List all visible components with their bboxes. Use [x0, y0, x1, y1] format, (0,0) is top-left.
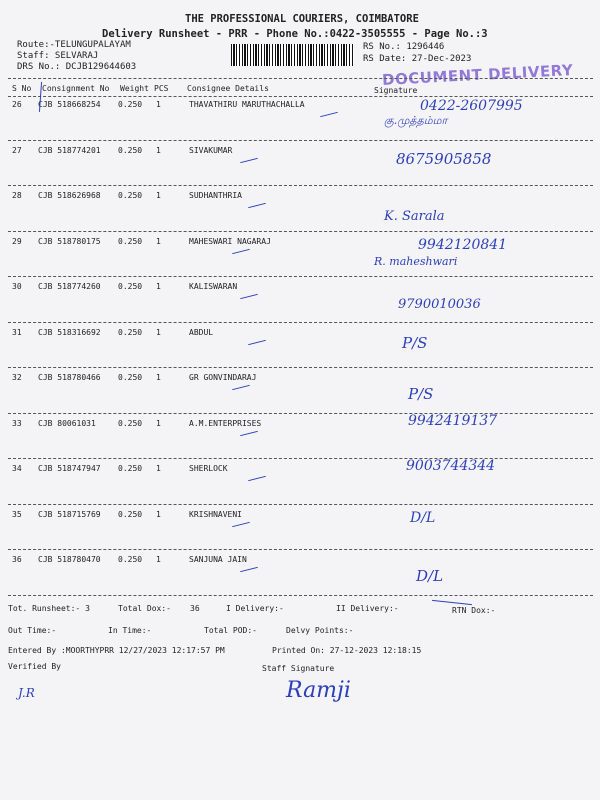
row-weight: 0.250	[118, 191, 143, 200]
row-consignment: CJB 518774260	[38, 282, 101, 291]
row-signature: D/L	[410, 509, 436, 526]
row-divider	[8, 549, 593, 550]
row-divider	[8, 413, 593, 414]
row-pcs: 1	[156, 327, 161, 337]
row-sno: 30	[12, 282, 22, 291]
col-consignment: Consignment No	[42, 84, 110, 93]
row-signature: 0422-2607995	[420, 98, 523, 114]
row-signature: P/S	[408, 385, 434, 403]
row-weight: 0.250	[118, 373, 143, 382]
row-consignment: CJB 518668254	[38, 100, 101, 109]
row-sno: 33	[12, 418, 22, 428]
row-sno: 34	[12, 464, 22, 473]
row-weight: 0.250	[118, 282, 143, 291]
row-pcs: 1	[156, 145, 161, 155]
row-divider	[8, 231, 593, 232]
row-tick-mark	[232, 248, 250, 253]
total-dox-value: 36	[190, 604, 200, 613]
row-tick-mark	[240, 157, 258, 162]
row-consignee: KALISWARAN	[189, 282, 238, 291]
row-tick-mark	[240, 430, 258, 435]
row-consignee: THAVATHIRU MARUTHACHALLA	[189, 100, 305, 109]
rs-date: RS Date: 27-Dec-2023	[363, 54, 472, 64]
row-divider	[8, 367, 593, 368]
staff-signature-mark: Ramji	[286, 678, 351, 703]
row-tick-mark	[320, 112, 338, 117]
col-weight: Weight	[120, 84, 149, 93]
row-divider	[8, 276, 593, 277]
row-weight: 0.250	[118, 509, 143, 519]
runsheet-subtitle: Delivery Runsheet - PRR - Phone No.:0422-3505555 - Page No.:3	[102, 28, 488, 40]
row-signature: 9942120841	[418, 236, 508, 253]
row-consignee: A.M.ENTERPRISES	[189, 418, 262, 428]
verified-by-label: Verified By	[8, 662, 61, 671]
row-sno: 36	[12, 555, 22, 564]
row-consignment: CJB 518780470	[38, 555, 101, 564]
col-pcs: PCS	[154, 84, 169, 93]
row-signature: P/S	[402, 333, 428, 352]
row-divider	[8, 458, 593, 459]
ii-delivery-label: II Delivery:-	[336, 604, 399, 613]
col-sno: S No	[12, 84, 32, 93]
row-tick-mark	[248, 339, 266, 344]
row-signature: 8675905858	[396, 149, 492, 168]
row-consignee: SHERLOCK	[189, 464, 228, 473]
staff-label: Staff: SELVARAJ	[17, 51, 99, 61]
row-weight: 0.250	[118, 464, 143, 473]
row-pcs: 1	[156, 555, 161, 564]
row-sno: 32	[12, 373, 22, 382]
row-consignment: CJB 518780175	[38, 236, 101, 246]
row-sno: 31	[12, 327, 22, 337]
row-sno: 26	[12, 100, 22, 109]
col-consignee: Consignee Details	[187, 84, 269, 93]
delvy-points-label: Delvy Points:-	[286, 626, 354, 635]
header-divider-bottom	[8, 96, 593, 97]
row-signature: D/L	[416, 567, 444, 585]
row-consignee: SUDHANTHRIA	[189, 191, 242, 200]
row-divider	[8, 504, 593, 505]
rs-number: RS No.: 1296446	[363, 42, 445, 52]
row-weight: 0.250	[118, 100, 143, 109]
row-sno: 28	[12, 191, 22, 200]
printed-on: Printed On: 27-12-2023 12:18:15	[272, 646, 422, 655]
row-signature: 9790010036	[398, 297, 481, 312]
verified-initials: J.R	[18, 686, 35, 700]
row-consignment: CJB 80061031	[38, 418, 96, 428]
row-weight: 0.250	[118, 418, 143, 428]
total-dox-label: Total Dox:-	[118, 604, 171, 613]
in-time-label: In Time:-	[108, 626, 152, 635]
row-consignment: CJB 518747947	[38, 464, 101, 473]
row-divider	[8, 140, 593, 141]
route-label: Route:-TELUNGUPALAYAM	[17, 40, 131, 50]
row-signature-secondary: R. maheshwari	[374, 254, 458, 268]
row-consignment: CJB 518780466	[38, 373, 101, 382]
row-weight: 0.250	[118, 555, 143, 564]
row-tick-mark	[248, 203, 266, 208]
row-divider	[8, 185, 593, 186]
row-weight: 0.250	[118, 145, 143, 155]
row-tick-mark	[240, 567, 258, 572]
rtn-dox-label: RTN Dox:-	[452, 606, 496, 615]
staff-signature-label: Staff Signature	[262, 664, 335, 673]
row-pcs: 1	[156, 464, 161, 473]
col-signature: Signature	[374, 86, 418, 95]
drs-number: DRS No.: DCJB129644603	[17, 62, 137, 72]
row-consignee: KRISHNAVENI	[189, 509, 242, 519]
row-weight: 0.250	[118, 236, 143, 246]
row-pcs: 1	[156, 236, 161, 246]
row-consignee: MAHESWARI NAGARAJ	[189, 236, 271, 246]
row-pcs: 1	[156, 100, 161, 109]
row-consignment: CJB 518715769	[38, 509, 101, 519]
row-consignment: CJB 518316692	[38, 327, 101, 337]
row-weight: 0.250	[118, 327, 143, 337]
row-signature: 9942419137	[408, 412, 498, 429]
row-pcs: 1	[156, 418, 161, 428]
row-consignee: SANJUNA JAIN	[189, 555, 247, 564]
row-divider	[8, 322, 593, 323]
entered-by: Entered By :MOORTHYPRR 12/27/2023 12:17:57 PM	[8, 646, 225, 655]
out-time-label: Out Time:-	[8, 626, 57, 635]
row-consignee: GR GONVINDARAJ	[189, 373, 257, 382]
row-divider	[8, 595, 593, 596]
row-consignment: CJB 518626968	[38, 191, 101, 200]
row-pcs: 1	[156, 373, 161, 382]
total-pod-label: Total POD:-	[204, 626, 257, 635]
row-pcs: 1	[156, 509, 161, 519]
row-sno: 35	[12, 509, 22, 519]
row-consignment: CJB 518774201	[38, 145, 101, 155]
row-tick-mark	[232, 385, 250, 390]
document-delivery-stamp: DOCUMENT DELIVERY	[381, 61, 574, 89]
barcode	[231, 44, 354, 66]
row-sno: 27	[12, 145, 22, 155]
company-title: THE PROFESSIONAL COURIERS, COIMBATORE	[185, 13, 419, 25]
rtn-dox-mark	[432, 600, 472, 605]
tot-runsheet: Tot. Runsheet:- 3	[8, 604, 90, 613]
row-signature: 9003744344	[406, 458, 496, 474]
header-divider-top	[8, 78, 593, 79]
row-pcs: 1	[156, 191, 161, 200]
row-tick-mark	[240, 294, 258, 299]
row-consignee: ABDUL	[189, 327, 214, 337]
row-pcs: 1	[156, 282, 161, 291]
row-signature: K. Sarala	[384, 209, 445, 224]
row-tick-mark	[248, 476, 266, 481]
row-consignee: SIVAKUMAR	[189, 145, 233, 155]
i-delivery-label: I Delivery:-	[226, 604, 284, 613]
row-sno: 29	[12, 236, 22, 246]
row-tick-mark	[232, 521, 250, 526]
row-signature-secondary: கு.முத்தம்மா	[384, 114, 448, 127]
